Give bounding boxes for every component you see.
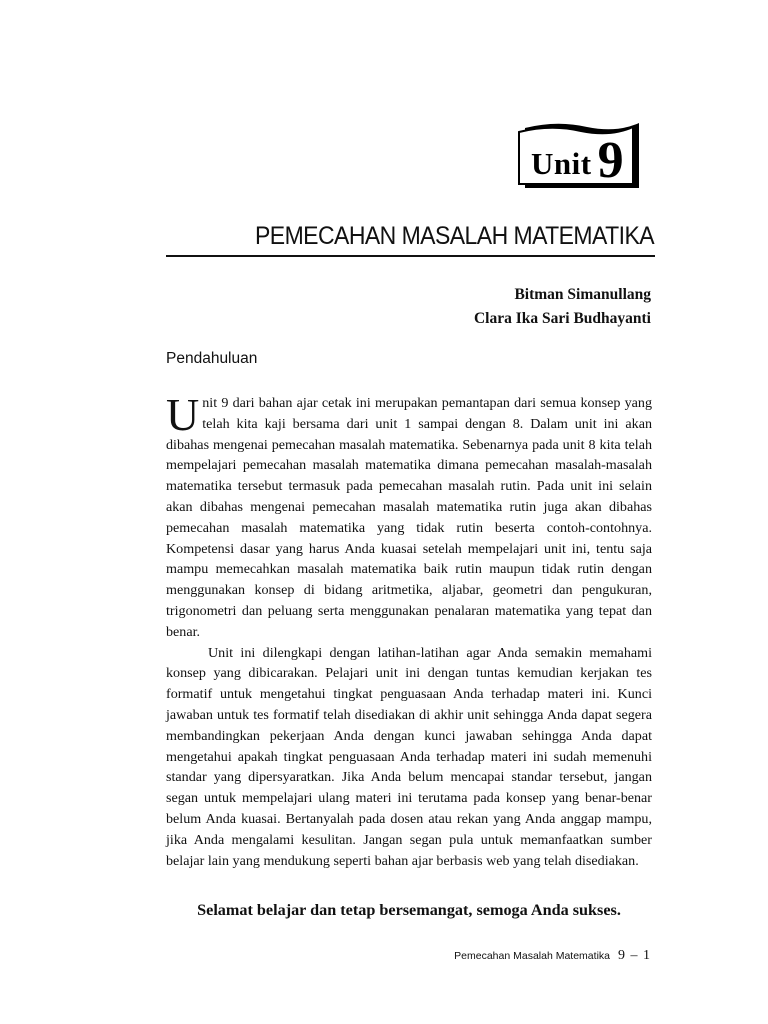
body-text — [166, 389, 652, 871]
paragraph-intro — [166, 389, 652, 643]
paragraph-instructions: Unit ini dilengkapi dengan latihan-latihan agar Anda semakin memahami konsep yang dibicarakan. Pelajari unit ini dengan tuntas kemudian kerjakan tes formatif untuk mengetahui tingkat penguasaan Anda terhadap materi ini. Kunci jawaban untuk tes formatif telah disediakan di akhir unit sehingga Anda dapat segera membandingkan pekerjaan Anda dengan kunci jawaban sehingga Anda dapat mengetahui apakah tingkat penguasaan Anda terhadap materi ini sudah memenuhi standar yang dipersyaratkan. Jika Anda belum mencapai standar tersebut, jangan segan untuk mempelajari ulang materi ini terutama pada konsep yang benar-benar belum Anda kuasai. Bertanyalah pada dosen atau rekan yang Anda anggap mampu, jika Anda mengalami kesulitan. Jangan segan pula untuk memanfaatkan sumber belajar lain yang mendukung seperti bahan ajar berbasis web yang telah disediakan. — [166, 644, 652, 869]
title-divider — [166, 255, 655, 257]
author-list — [474, 283, 651, 331]
unit-badge — [517, 118, 641, 190]
page-title: PEMECAHAN MASALAH MATEMATIKA — [255, 222, 655, 250]
paragraph-intro-text: nit 9 dari bahan ajar cetak ini merupakan pemantapan dari semua konsep yang telah kita kaji bersama dari unit 1 sampai dengan 8. Dalam unit ini akan dibahas mengenai pemecahan masalah matematika. Sebenarnya pada unit 8 kita telah mempelajari pemecahan masalah matematika dimana pemecahan masalah-masalah matematika tersebut termasuk pada pemecahan masalah rutin. Pada unit ini selain akan dibahas mengenai pemecahan masalah matematika rutin juga akan dibahas pemecahan masalah matematika yang tidak rutin beserta contoh-contohnya. Kompetensi dasar yang harus Anda kuasai setelah mempelajari unit ini, tentu saja mampu memecahkan masalah matematika baik rutin maupun tidak rutin dengan menggunakan konsep di bidang aritmetika, aljabar, geometri dan pengukuran, trigonometri dan peluang serta menggunakan penalaran matematika yang tepat dan benar. — [166, 395, 652, 640]
drop-cap: U — [166, 389, 200, 440]
footer-page-number: 9 – 1 — [618, 948, 651, 963]
author-name: Clara Ika Sari Budhayanti — [473, 310, 651, 327]
author-name: Bitman Simanullang — [514, 286, 651, 303]
closing-message: Selamat belajar dan tetap bersemangat, semoga Anda sukses. — [197, 901, 621, 919]
unit-number: 9 — [597, 132, 624, 189]
section-heading: Pendahuluan — [166, 350, 258, 367]
unit-label — [531, 128, 624, 187]
footer-running-title: Pemecahan Masalah Matematika — [454, 950, 610, 962]
page-footer — [454, 948, 651, 964]
unit-word: Unit — [531, 146, 592, 181]
